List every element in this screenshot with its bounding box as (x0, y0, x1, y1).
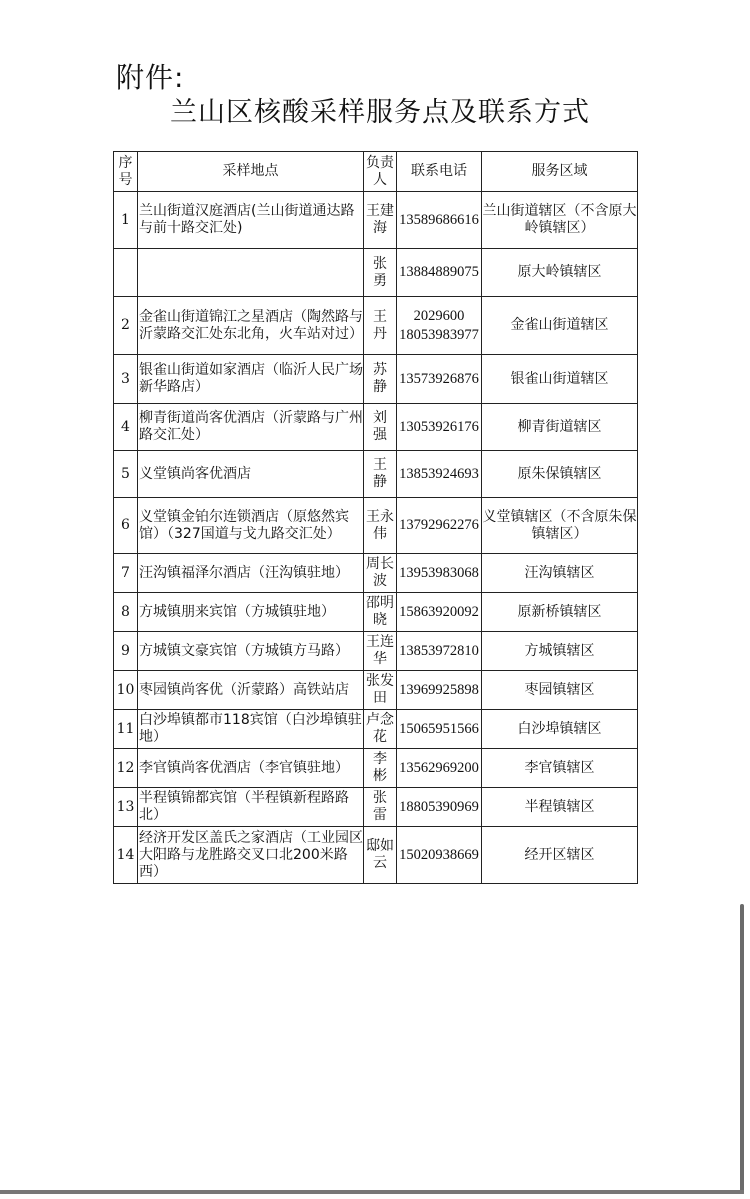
row-no: 3 (114, 355, 138, 404)
row-no: 4 (114, 404, 138, 451)
row-area: 半程镇辖区 (482, 788, 638, 827)
row-location: 义堂镇尚客优酒店 (138, 451, 364, 498)
row-area: 原大岭镇辖区 (482, 249, 638, 297)
row-no: 7 (114, 554, 138, 593)
row-person: 苏静 (364, 355, 397, 404)
row-location: 方城镇朋来宾馆（方城镇驻地） (138, 593, 364, 632)
row-location: 义堂镇金铂尔连锁酒店（原悠然宾馆）（327国道与戈九路交汇处） (138, 498, 364, 554)
row-area: 白沙埠镇辖区 (482, 710, 638, 749)
row-no (114, 249, 138, 297)
row-location: 经济开发区盖氏之家酒店（工业园区大阳路与龙胜路交叉口北200米路西） (138, 827, 364, 884)
row-no: 5 (114, 451, 138, 498)
row-area: 兰山街道辖区（不含原大岭镇辖区） (482, 192, 638, 249)
table-row (114, 249, 638, 297)
horizontal-scrollbar[interactable] (0, 1190, 744, 1194)
row-location: 银雀山街道如家酒店（临沂人民广场新华路店） (138, 355, 364, 404)
row-area: 枣园镇辖区 (482, 671, 638, 710)
table-row (114, 498, 638, 554)
row-no: 1 (114, 192, 138, 249)
row-area: 原朱保镇辖区 (482, 451, 638, 498)
header-phone: 联系电话 (397, 152, 482, 192)
header-no: 序号 (114, 152, 138, 192)
row-location: 金雀山街道锦江之星酒店（陶然路与沂蒙路交汇处东北角，火车站对过） (138, 297, 364, 355)
row-area: 经开区辖区 (482, 827, 638, 884)
row-person: 王静 (364, 451, 397, 498)
table-row (114, 451, 638, 498)
row-phone: 2029600 18053983977 (397, 297, 482, 355)
row-person: 王建海 (364, 192, 397, 249)
row-person: 张勇 (364, 249, 397, 297)
table-row (114, 671, 638, 710)
row-area: 方城镇辖区 (482, 632, 638, 671)
header-area: 服务区域 (482, 152, 638, 192)
row-location: 兰山街道汉庭酒店(兰山街道通达路与前十路交汇处) (138, 192, 364, 249)
vertical-scrollbar[interactable] (740, 904, 744, 1194)
row-phone: 15020938669 (397, 827, 482, 884)
row-no: 10 (114, 671, 138, 710)
row-no: 9 (114, 632, 138, 671)
row-person: 邸如云 (364, 827, 397, 884)
row-person: 王永伟 (364, 498, 397, 554)
row-phone: 15065951566 (397, 710, 482, 749)
row-person: 周长波 (364, 554, 397, 593)
row-person: 王丹 (364, 297, 397, 355)
table-row (114, 710, 638, 749)
table-row (114, 192, 638, 249)
row-area: 柳青街道辖区 (482, 404, 638, 451)
row-location (138, 249, 364, 297)
row-no: 13 (114, 788, 138, 827)
row-no: 8 (114, 593, 138, 632)
row-area: 李官镇辖区 (482, 749, 638, 788)
row-person: 张发田 (364, 671, 397, 710)
table-row (114, 632, 638, 671)
row-location: 方城镇文豪宾馆（方城镇方马路） (138, 632, 364, 671)
row-no: 14 (114, 827, 138, 884)
row-location: 白沙埠镇都市118宾馆（白沙埠镇驻地） (138, 710, 364, 749)
row-person: 邵明晓 (364, 593, 397, 632)
row-phone: 13853924693 (397, 451, 482, 498)
row-phone: 13969925898 (397, 671, 482, 710)
row-no: 6 (114, 498, 138, 554)
row-no: 2 (114, 297, 138, 355)
row-person: 张雷 (364, 788, 397, 827)
row-area: 义堂镇辖区（不含原朱保镇辖区） (482, 498, 638, 554)
table-row (114, 593, 638, 632)
row-location: 枣园镇尚客优（沂蒙路）高铁站店 (138, 671, 364, 710)
row-phone: 13853972810 (397, 632, 482, 671)
row-phone: 13562969200 (397, 749, 482, 788)
table-row (114, 355, 638, 404)
row-phone: 13792962276 (397, 498, 482, 554)
row-phone: 13884889075 (397, 249, 482, 297)
table-row (114, 749, 638, 788)
row-phone: 15863920092 (397, 593, 482, 632)
table-row (114, 827, 638, 884)
row-person: 王连华 (364, 632, 397, 671)
row-person: 李彬 (364, 749, 397, 788)
table-row (114, 297, 638, 355)
row-location: 李官镇尚客优酒店（李官镇驻地） (138, 749, 364, 788)
row-area: 金雀山街道辖区 (482, 297, 638, 355)
row-phone: 13589686616 (397, 192, 482, 249)
row-area: 银雀山街道辖区 (482, 355, 638, 404)
header-person: 负责人 (364, 152, 397, 192)
row-location: 柳青街道尚客优酒店（沂蒙路与广州路交汇处） (138, 404, 364, 451)
row-phone: 13573926876 (397, 355, 482, 404)
row-phone: 13953983068 (397, 554, 482, 593)
header-location: 采样地点 (138, 152, 364, 192)
attachment-label: 附件: (116, 61, 185, 94)
row-phone: 13053926176 (397, 404, 482, 451)
table-row (114, 404, 638, 451)
sampling-points-table (113, 151, 638, 884)
page-title: 兰山区核酸采样服务点及联系方式 (170, 97, 590, 128)
row-phone: 18805390969 (397, 788, 482, 827)
row-no: 12 (114, 749, 138, 788)
row-location: 汪沟镇福泽尔酒店（汪沟镇驻地） (138, 554, 364, 593)
row-person: 刘强 (364, 404, 397, 451)
table-row (114, 554, 638, 593)
table-header-row (114, 152, 638, 192)
table-row (114, 788, 638, 827)
row-area: 汪沟镇辖区 (482, 554, 638, 593)
row-person: 卢念花 (364, 710, 397, 749)
row-no: 11 (114, 710, 138, 749)
row-area: 原新桥镇辖区 (482, 593, 638, 632)
row-location: 半程镇锦都宾馆（半程镇新程路路北） (138, 788, 364, 827)
